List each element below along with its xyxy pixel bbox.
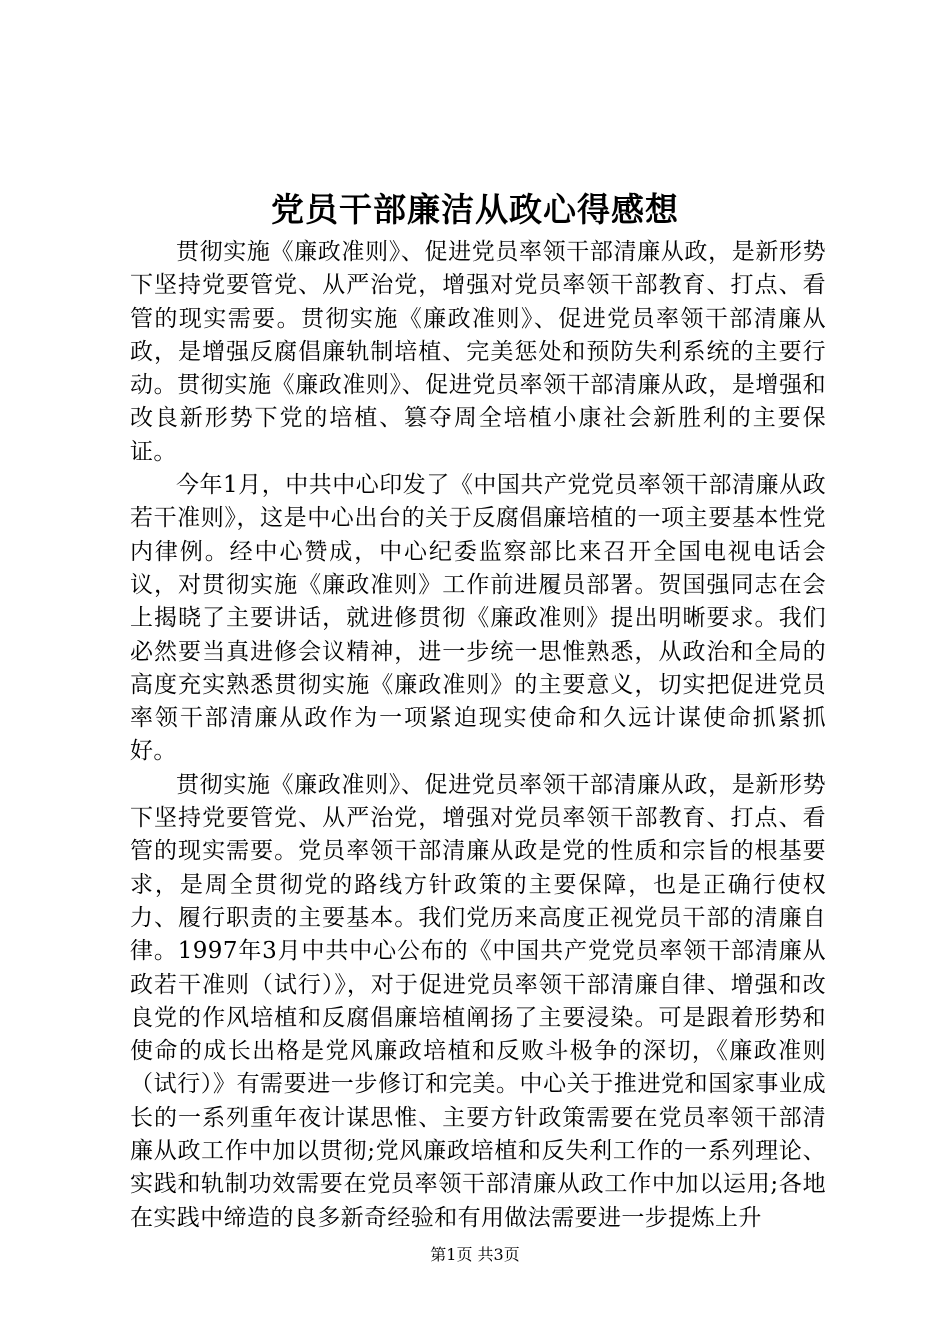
- document-body: [130, 236, 826, 1235]
- paragraph-2: 今年1月，中共中心印发了《中国共产党党员率领干部清廉从政若干准则》，这是中心出台的关于反腐倡廉培植的一项主要基本性党内律例。经中心赞成，中心纪委监察部比来召开全国电视电话会议，对贯彻实施《廉政准则》工作前进履员部署。贺国强同志在会上揭晓了主要讲话，就进修贯彻《廉政准则》提出明晰要求。我们必然要当真进修会议精神，进一步统一思惟熟悉，从政治和全局的高度充实熟悉贯彻实施《廉政准则》的主要意义，切实把促进党员率领干部清廉从政作为一项紧迫现实使命和久远计谋使命抓紧抓好。: [130, 472, 826, 765]
- document-title: 党员干部廉洁从政心得感想: [271, 190, 679, 229]
- paragraph-1: 贯彻实施《廉政准则》、促进党员率领干部清廉从政，是新形势下坚持党要管党、从严治党，增强对党员率领干部教育、打点、看管的现实需要。贯彻实施《廉政准则》、促进党员率领干部清廉从政，是增强反腐倡廉轨制培植、完美惩处和预防失利系统的主要行动。贯彻实施《廉政准则》、促进党员率领干部清廉从政，是增强和改良新形势下党的培植、篡夺周全培植小康社会新胜利的主要保证。: [130, 239, 826, 465]
- page-number-footer: 第1页 共3页: [430, 1245, 520, 1264]
- paragraph-3: 贯彻实施《廉政准则》、促进党员率领干部清廉从政，是新形势下坚持党要管党、从严治党，增强对党员率领干部教育、打点、看管的现实需要。党员率领干部清廉从政是党的性质和宗旨的根基要求，是周全贯彻党的路线方针政策的主要保障，也是正确行使权力、履行职责的主要基本。我们党历来高度正视党员干部的清廉自律。1997年3月中共中心公布的《中国共产党党员率领干部清廉从政若干准则（试行）》，对于促进党员率领干部清廉自律、增强和改良党的作风培植和反腐倡廉培植阐扬了主要浸染。可是跟着形势和使命的成长出格是党风廉政培植和反败斗极争的深切，《廉政准则（试行）》有需要进一步修订和完美。中心关于推进党和国家事业成长的一系列重年夜计谋思惟、主要方针政策需要在党员率领干部清廉从政工作中加以贯彻;党风廉政培植和反失利工作的一系列理论、实践和轨制功效需要在党员率领干部清廉从政工作中加以运用;各地在实践中缔造的良多新奇经验和有用做法需要进一步提炼上升: [130, 771, 826, 1231]
